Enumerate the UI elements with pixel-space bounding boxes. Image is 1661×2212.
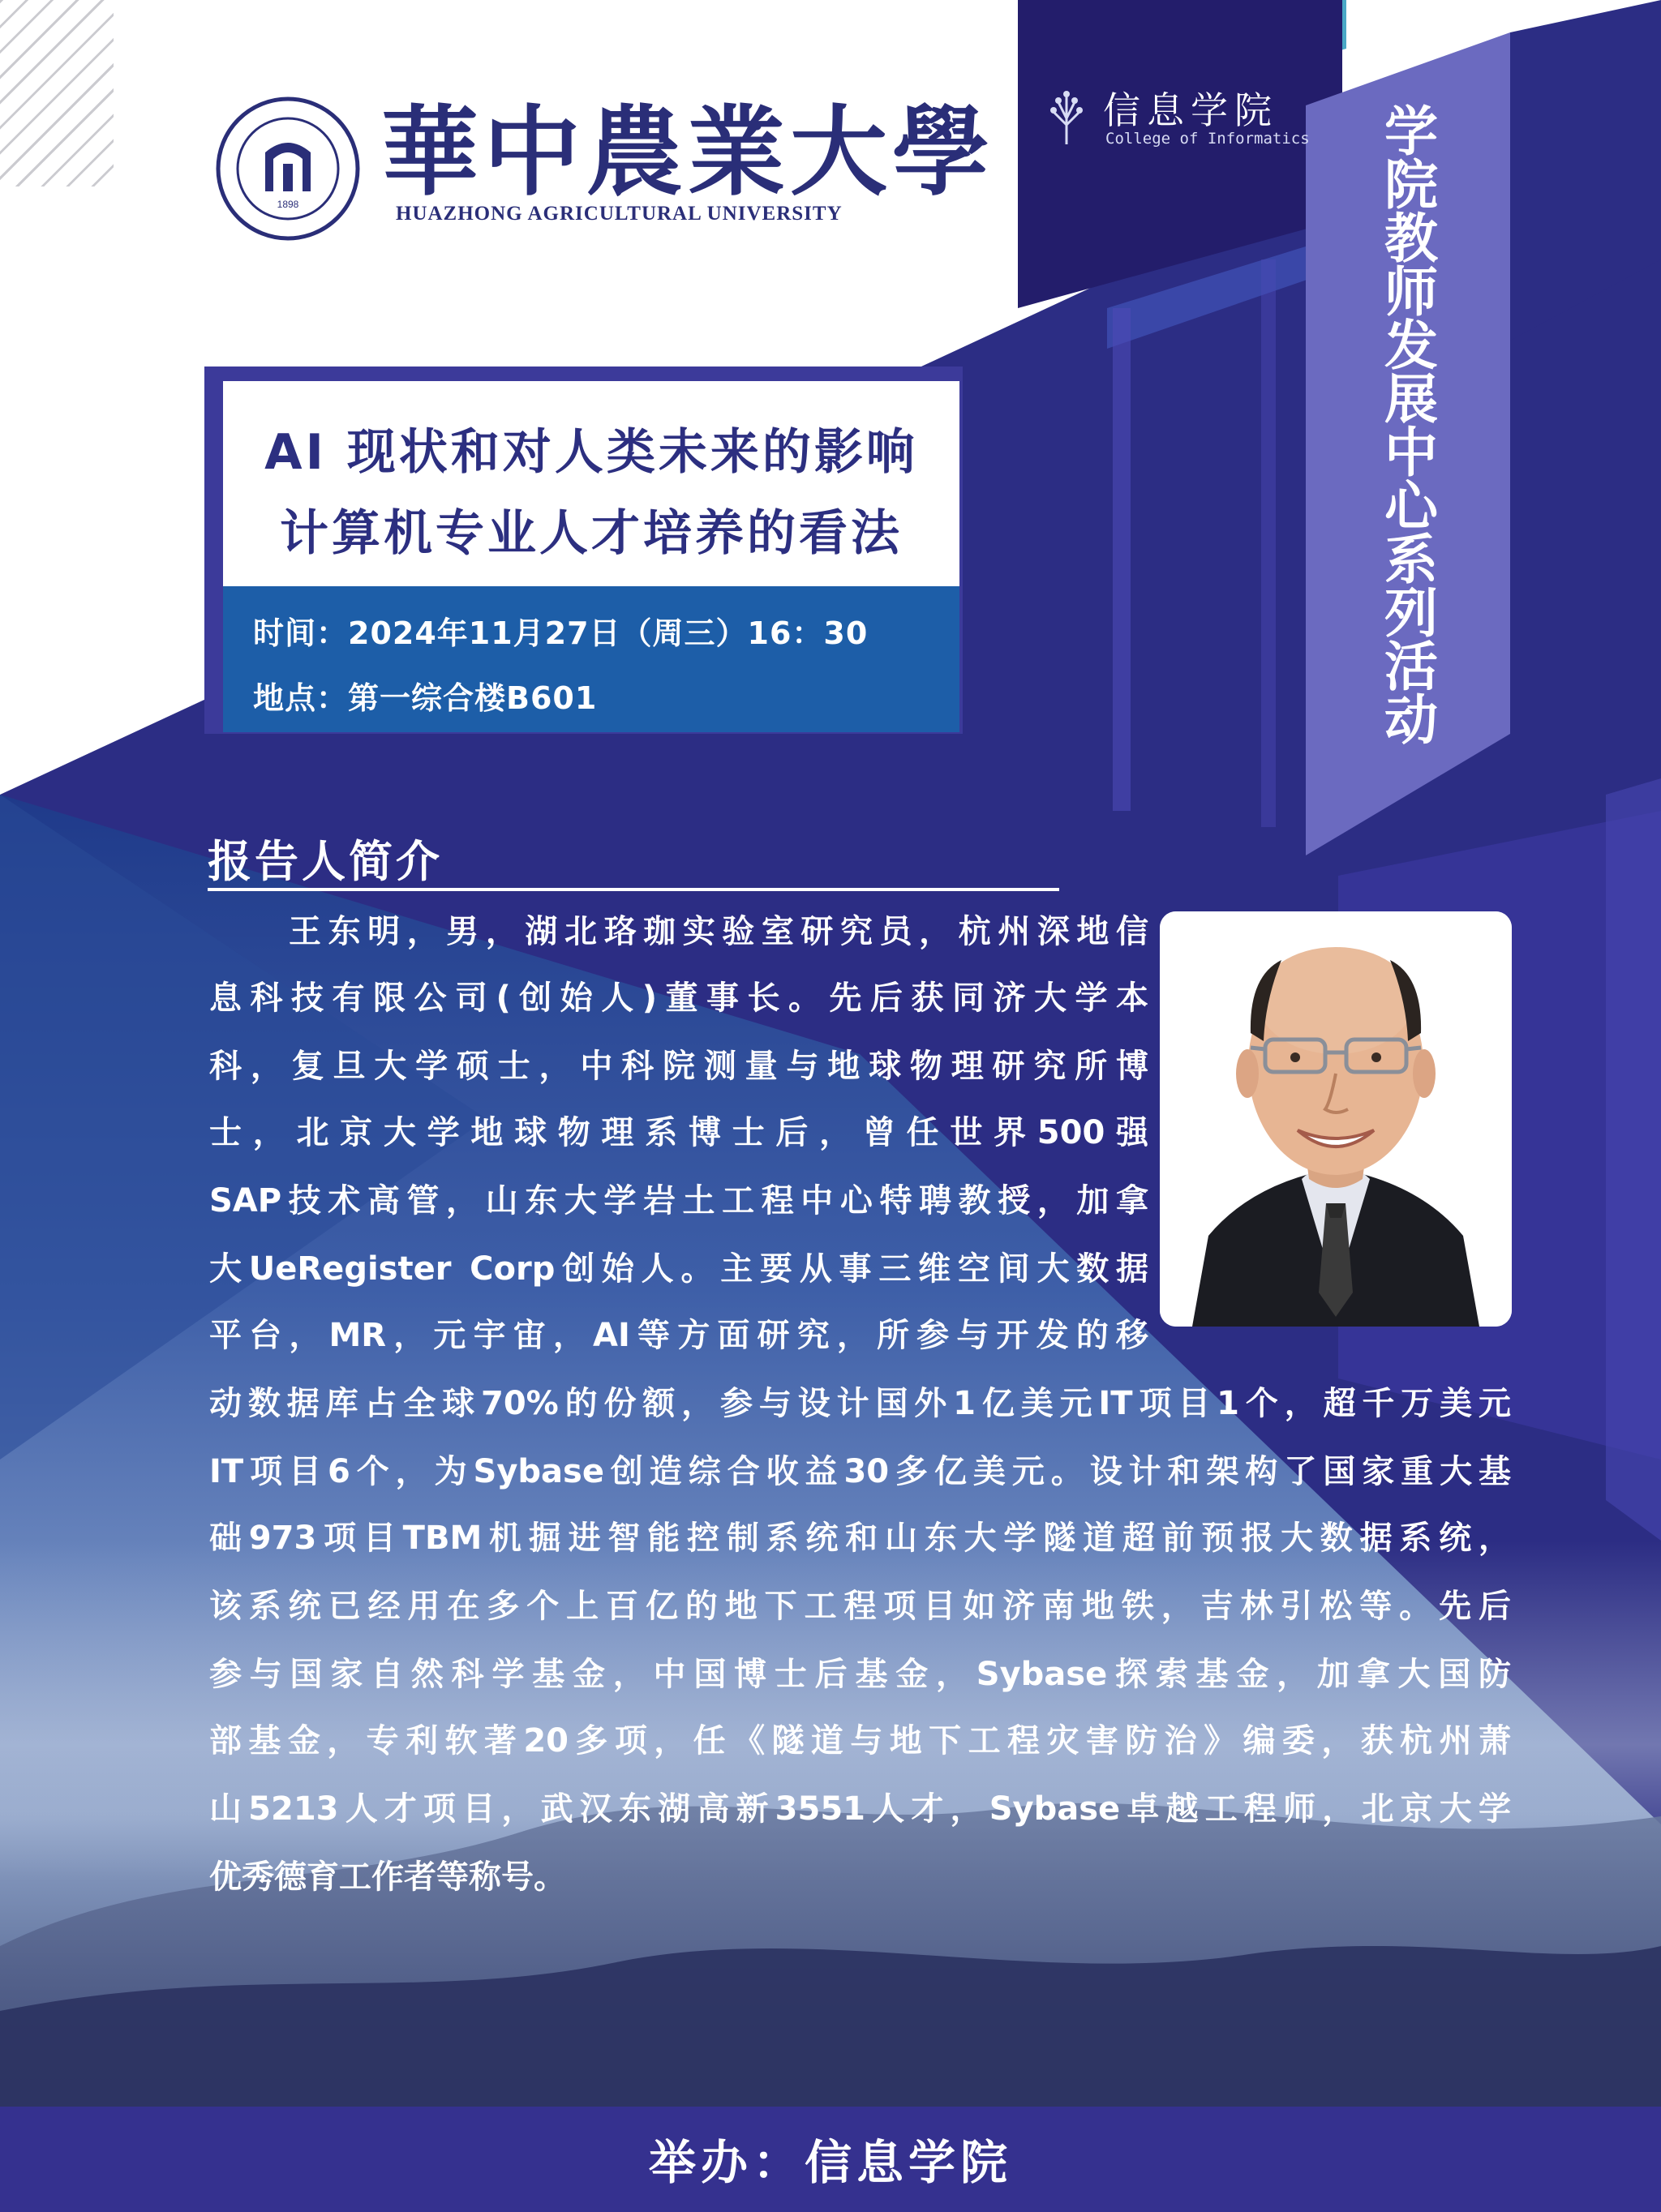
talk-location: 地点：第一综合楼B601 [253, 680, 598, 716]
college-name-cn: 信息学院 [1103, 88, 1278, 132]
university-name-cn: 華中農業大學 [381, 95, 994, 209]
talk-time: 时间：2024年11月27日（周三）16：30 [253, 615, 869, 651]
university-name-en: HUAZHONG AGRICULTURAL UNIVERSITY [396, 203, 843, 225]
bio-line: 士，北京大学地球物理系博士后，曾任世界500强 [209, 1114, 1148, 1151]
bio-line: 部基金，专利软著20多项，任《隧道与地下工程灾害防治》编委，获杭州萧 [209, 1722, 1511, 1760]
circuit-tree-icon [1042, 89, 1091, 146]
series-activity-label [1371, 101, 1452, 752]
bio-line: 优秀德育工作者等称号。 [209, 1858, 566, 1896]
speaker-intro-heading: 报告人简介 [208, 836, 443, 887]
talk-title-line2: 计算机专业人才培养的看法 [280, 505, 903, 562]
bio-line: 础973项目TBM机掘进智能控制系统和山东大学隧道超前预报大数据系统， [209, 1520, 1511, 1557]
college-name-en: College of Informatics [1105, 130, 1310, 148]
bio-line: 平台，MR，元宇宙，AI等方面研究，所参与开发的移 [209, 1317, 1148, 1354]
bio-line: 参与国家自然科学基金，中国博士后基金，Sybase探索基金，加拿大国防 [209, 1656, 1511, 1693]
bio-line: 动数据库占全球70%的份额，参与设计国外1亿美元IT项目1个，超千万美元 [209, 1385, 1511, 1422]
bio-line: IT项目6个，为Sybase创造综合收益30多亿美元。设计和架构了国家重大基 [209, 1453, 1511, 1490]
bio-line: 大UeRegister Corp创始人。主要从事三维空间大数据 [209, 1250, 1148, 1288]
speaker-photo [1160, 911, 1512, 1327]
series-label-char: 学 [1384, 101, 1438, 163]
bio-line: 息科技有限公司(创始人)董事长。先后获同济大学本 [209, 980, 1148, 1017]
series-label-char: 系 [1384, 529, 1438, 591]
talk-title-line1: AI 现状和对人类未来的影响 [264, 424, 918, 481]
series-label-char: 院 [1384, 154, 1438, 216]
series-label-char: 动 [1384, 689, 1438, 752]
bio-line: 科，复旦大学硕士，中科院测量与地球物理研究所博 [209, 1048, 1148, 1085]
bio-line: 该系统已经用在多个上百亿的地下工程项目如济南地铁，吉林引松等。先后 [209, 1588, 1511, 1625]
seal-year: 1898 [277, 199, 299, 210]
series-label-char: 列 [1384, 582, 1438, 645]
series-label-char: 发 [1384, 315, 1438, 377]
series-label-char: 师 [1384, 261, 1438, 324]
university-seal-logo [215, 96, 361, 242]
corner-hatch-pattern [0, 0, 114, 186]
bio-line: SAP技术高管，山东大学岩土工程中心特聘教授，加拿 [209, 1182, 1148, 1220]
bio-line: 山5213人才项目，武汉东湖高新3551人才，Sybase卓越工程师，北京大学 [209, 1790, 1511, 1828]
heading-underline [208, 888, 1059, 891]
series-label-char: 教 [1384, 208, 1438, 270]
series-label-text [1371, 101, 1452, 752]
organizer-text: 举办：信息学院 [648, 2135, 1012, 2190]
series-label-char: 活 [1384, 636, 1438, 698]
series-label-char: 心 [1384, 475, 1438, 538]
series-label-char: 中 [1384, 422, 1438, 484]
series-label-char: 展 [1384, 368, 1438, 431]
bio-line: 王东明，男，湖北珞珈实验室研究员，杭州深地信 [289, 913, 1148, 950]
